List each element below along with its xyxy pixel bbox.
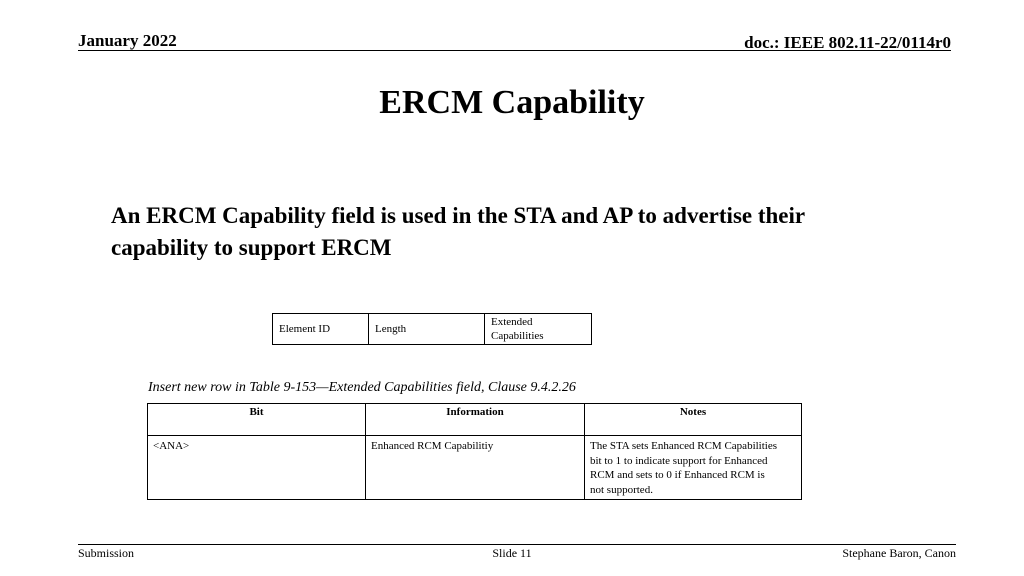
notes-line: not supported.: [590, 483, 653, 496]
notes-line: RCM and sets to 0 if Enhanced RCM is: [590, 469, 765, 481]
cell-line: Extended: [491, 316, 533, 328]
footer-divider: [78, 544, 956, 545]
length-cell: Length: [369, 314, 485, 345]
information-cell: Enhanced RCM Capabilitiy: [366, 436, 585, 500]
footer-author: Stephane Baron, Canon: [842, 546, 956, 560]
extended-capabilities-cell: [485, 314, 592, 345]
header-divider: [78, 50, 951, 51]
slide-title: ERCM Capability: [379, 84, 645, 121]
notes-line: The STA sets Enhanced RCM Capabilities: [590, 440, 778, 452]
element-id-cell: Element ID: [273, 314, 369, 345]
header-doc-id: doc.: IEEE 802.11-22/0114r0: [744, 33, 951, 52]
table-header-row: [148, 404, 802, 436]
capabilities-table: [147, 403, 802, 500]
table-row: [148, 436, 802, 500]
slide-body-text: [111, 200, 931, 264]
header-notes: Notes: [585, 404, 802, 436]
element-format-table: [272, 313, 592, 345]
header-date: January 2022: [78, 31, 177, 50]
body-line-1: An ERCM Capability field is used in the STA and AP to advertise their: [111, 203, 806, 228]
body-line-2: capability to support ERCM: [111, 235, 392, 260]
notes-cell: [585, 436, 802, 500]
cell-line: Capabilities: [491, 330, 544, 342]
bit-cell: <ANA>: [148, 436, 366, 500]
header-bit: Bit: [148, 404, 366, 436]
footer-slide-number: Slide 11: [492, 546, 532, 560]
header-information: Information: [366, 404, 585, 436]
table-row: [273, 314, 592, 345]
notes-line: bit to 1 to indicate support for Enhanced: [590, 454, 768, 467]
table-caption: Insert new row in Table 9-153—Extended Capabilities field, Clause 9.4.2.26: [148, 380, 576, 395]
footer-submission: Submission: [78, 546, 135, 560]
